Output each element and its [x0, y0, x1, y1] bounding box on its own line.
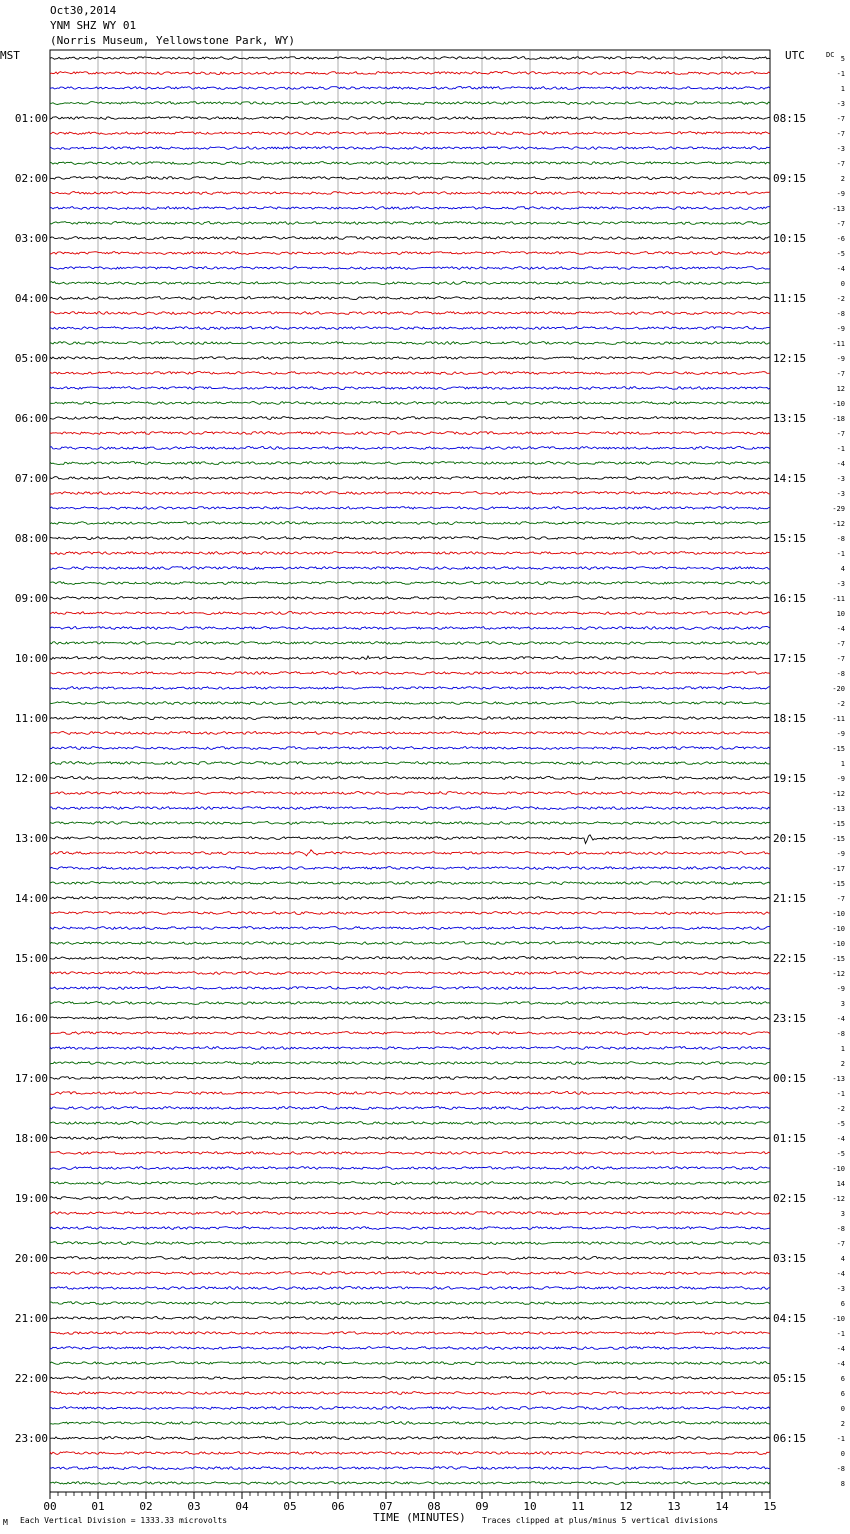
trace-row — [50, 956, 770, 959]
trace-row — [50, 327, 770, 330]
x-tick-label: 01 — [91, 1500, 105, 1513]
dc-offset-value: 6 — [840, 1390, 845, 1398]
trace-row — [50, 267, 770, 270]
utc-hour-label: 10:15 — [773, 232, 807, 245]
trace-row — [50, 835, 770, 844]
mst-zone-label: MST — [0, 49, 20, 62]
mst-hour-label: 03:00 — [14, 232, 48, 245]
dc-offset-value: -7 — [836, 115, 845, 123]
trace-row — [50, 850, 770, 856]
trace-row — [50, 357, 770, 360]
utc-hour-label: 14:15 — [773, 472, 807, 485]
x-tick-label: 05 — [283, 1500, 297, 1513]
trace-row — [50, 822, 770, 825]
trace-row — [50, 177, 770, 180]
utc-hour-label: 00:15 — [773, 1072, 807, 1085]
dc-offset-value: 6 — [840, 1300, 845, 1308]
trace-row — [50, 612, 770, 615]
trace-row — [50, 1332, 770, 1335]
dc-offset-value: -17 — [832, 865, 845, 873]
dc-offset-value: -1 — [836, 1435, 845, 1443]
dc-offset-value: -9 — [836, 985, 845, 993]
dc-offset-value: 4 — [840, 565, 845, 573]
dc-offset-value: -3 — [836, 490, 845, 498]
utc-hour-label: 18:15 — [773, 712, 807, 725]
dc-offset-value: -3 — [836, 145, 845, 153]
dc-offset-value: -4 — [836, 1270, 845, 1278]
trace-row — [50, 552, 770, 555]
dc-offset-value: -3 — [836, 100, 845, 108]
dc-offset-value: -10 — [832, 925, 845, 933]
mst-hour-label: 18:00 — [14, 1132, 48, 1145]
utc-hour-label: 11:15 — [773, 292, 807, 305]
mst-hour-label: 13:00 — [14, 832, 48, 845]
trace-row — [50, 1062, 770, 1065]
trace-row — [50, 1152, 770, 1155]
utc-zone-label: UTC — [785, 49, 805, 62]
dc-offset-value: -12 — [832, 520, 845, 528]
trace-row — [50, 446, 770, 449]
trace-row — [50, 1017, 770, 1020]
dc-offset-value: -15 — [832, 745, 845, 753]
dc-offset-value: -3 — [836, 1285, 845, 1293]
mst-hour-label: 08:00 — [14, 532, 48, 545]
utc-hour-label: 17:15 — [773, 652, 807, 665]
dc-offset-value: -7 — [836, 130, 845, 138]
dc-offset-value: -29 — [832, 505, 845, 513]
x-tick-label: 10 — [523, 1500, 537, 1513]
mst-hour-label: 21:00 — [14, 1312, 48, 1325]
dc-offset-value: -9 — [836, 850, 845, 858]
trace-row — [50, 72, 770, 75]
x-tick-label: 11 — [571, 1500, 585, 1513]
dc-offset-value: -4 — [836, 460, 845, 468]
trace-row — [50, 882, 770, 885]
x-tick-label: 00 — [43, 1500, 57, 1513]
trace-row — [50, 732, 770, 735]
dc-offset-value: -15 — [832, 880, 845, 888]
corner-mark: M — [3, 1518, 8, 1527]
dc-offset-value: 1 — [840, 85, 845, 93]
trace-row — [50, 372, 770, 375]
x-axis-title: TIME (MINUTES) — [373, 1511, 466, 1524]
x-tick-label: 02 — [139, 1500, 153, 1513]
trace-row — [50, 387, 770, 390]
trace-row — [50, 477, 770, 480]
dc-offset-value: -18 — [832, 415, 845, 423]
trace-row — [50, 1197, 770, 1200]
dc-offset-value: 14 — [836, 1180, 845, 1188]
dc-offset-value: -9 — [836, 775, 845, 783]
trace-row — [50, 1317, 770, 1320]
trace-row — [50, 1407, 770, 1410]
trace-row — [50, 462, 770, 465]
trace-row — [50, 1122, 770, 1125]
dc-offset-value: -4 — [836, 265, 845, 273]
dc-offset-value: -12 — [832, 790, 845, 798]
trace-row — [50, 1137, 770, 1140]
trace-row — [50, 672, 770, 675]
dc-offset-value: -20 — [832, 685, 845, 693]
dc-offset-value: -12 — [832, 970, 845, 978]
trace-row — [50, 1106, 770, 1109]
dc-offset-value: -8 — [836, 310, 845, 318]
dc-offset-value: 0 — [840, 1405, 845, 1413]
trace-row — [50, 1091, 770, 1094]
utc-hour-label: 13:15 — [773, 412, 807, 425]
trace-row — [50, 1302, 770, 1305]
trace-row — [50, 747, 770, 750]
trace-row — [50, 642, 770, 645]
trace-row — [50, 1182, 770, 1185]
dc-offset-value: 3 — [840, 1210, 845, 1218]
utc-hour-label: 01:15 — [773, 1132, 807, 1145]
trace-row — [50, 222, 770, 225]
dc-offset-value: -3 — [836, 475, 845, 483]
dc-offset-value: 5 — [840, 55, 845, 63]
mst-hour-label: 16:00 — [14, 1012, 48, 1025]
x-tick-label: 07 — [379, 1500, 393, 1513]
dc-offset-value: -7 — [836, 370, 845, 378]
trace-row — [50, 687, 770, 690]
trace-row — [50, 147, 770, 150]
dc-offset-value: 2 — [840, 1420, 845, 1428]
dc-offset-value: -5 — [836, 1150, 845, 1158]
trace-row — [50, 867, 770, 870]
dc-offset-value: 3 — [840, 1000, 845, 1008]
dc-offset-value: -15 — [832, 835, 845, 843]
dc-offset-value: -7 — [836, 160, 845, 168]
mst-hour-label: 05:00 — [14, 352, 48, 365]
trace-row — [50, 311, 770, 314]
dc-offset-value: -15 — [832, 820, 845, 828]
location-label: (Norris Museum, Yellowstone Park, WY) — [50, 34, 296, 47]
trace-row — [50, 522, 770, 525]
trace-row — [50, 1362, 770, 1365]
trace-row — [50, 987, 770, 990]
dc-offset-value: -10 — [832, 910, 845, 918]
trace-row — [50, 1077, 770, 1080]
dc-offset-value: 10 — [836, 610, 845, 618]
dc-offset-value: -7 — [836, 430, 845, 438]
dc-offset-value: -8 — [836, 1030, 845, 1038]
utc-hour-label: 15:15 — [773, 532, 807, 545]
mst-hour-label: 10:00 — [14, 652, 48, 665]
trace-row — [50, 162, 770, 165]
trace-row — [50, 597, 770, 600]
trace-row — [50, 87, 770, 90]
dc-offset-value: 2 — [840, 1060, 845, 1068]
mst-hour-label: 15:00 — [14, 952, 48, 965]
trace-row — [50, 117, 770, 120]
dc-offset-value: 1 — [840, 1045, 845, 1053]
dc-offset-value: -11 — [832, 595, 845, 603]
trace-row — [50, 192, 770, 195]
dc-offset-value: -4 — [836, 1015, 845, 1023]
dc-offset-value: -7 — [836, 895, 845, 903]
x-tick-label: 04 — [235, 1500, 249, 1513]
mst-hour-label: 01:00 — [14, 112, 48, 125]
trace-row — [50, 1421, 770, 1424]
trace-row — [50, 507, 770, 510]
utc-hour-label: 16:15 — [773, 592, 807, 605]
dc-offset-value: -7 — [836, 655, 845, 663]
trace-row — [50, 237, 770, 240]
dc-offset-value: -1 — [836, 1330, 845, 1338]
x-tick-label: 15 — [763, 1500, 777, 1513]
dc-offset-value: -9 — [836, 355, 845, 363]
trace-row — [50, 537, 770, 540]
mst-hour-label: 06:00 — [14, 412, 48, 425]
dc-offset-value: -8 — [836, 535, 845, 543]
x-tick-label: 13 — [667, 1500, 681, 1513]
dc-offset-value: -13 — [832, 805, 845, 813]
dc-offset-value: -5 — [836, 250, 845, 258]
trace-row — [50, 656, 770, 659]
scale-note: Each Vertical Division = 1333.33 microvolts — [20, 1516, 228, 1525]
dc-offset-value: -15 — [832, 955, 845, 963]
dc-offset-value: -4 — [836, 625, 845, 633]
trace-row — [50, 1047, 770, 1050]
trace-row — [50, 762, 770, 765]
dc-offset-value: -8 — [836, 1465, 845, 1473]
dc-offset-value: -10 — [832, 1315, 845, 1323]
dc-offset-value: 12 — [836, 385, 845, 393]
trace-row — [50, 1377, 770, 1380]
dc-offset-value: -9 — [836, 730, 845, 738]
station-label: YNM SHZ WY 01 — [50, 19, 137, 32]
trace-row — [50, 282, 770, 285]
dc-offset-value: -12 — [832, 1195, 845, 1203]
trace-row — [50, 1257, 770, 1260]
trace-row — [50, 102, 770, 105]
dc-offset-value: -4 — [836, 1135, 845, 1143]
trace-row — [50, 1212, 770, 1215]
dc-offset-value: 2 — [840, 175, 845, 183]
dc-offset-value: -1 — [836, 1090, 845, 1098]
dc-offset-value: -4 — [836, 1345, 845, 1353]
dc-offset-value: -10 — [832, 1165, 845, 1173]
utc-hour-label: 12:15 — [773, 352, 807, 365]
dc-offset-value: 0 — [840, 280, 845, 288]
dc-offset-value: -7 — [836, 1240, 845, 1248]
dc-label: DC — [826, 51, 835, 59]
trace-row — [50, 972, 770, 975]
trace-row — [50, 776, 770, 779]
trace-row — [50, 1482, 770, 1485]
dc-offset-value: 0 — [840, 1450, 845, 1458]
utc-hour-label: 06:15 — [773, 1432, 807, 1445]
trace-row — [50, 402, 770, 405]
trace-row — [50, 1272, 770, 1275]
utc-hour-label: 20:15 — [773, 832, 807, 845]
trace-row — [50, 492, 770, 495]
mst-hour-label: 20:00 — [14, 1252, 48, 1265]
utc-hour-label: 19:15 — [773, 772, 807, 785]
utc-hour-label: 02:15 — [773, 1192, 807, 1205]
mst-hour-label: 14:00 — [14, 892, 48, 905]
dc-offset-value: -1 — [836, 550, 845, 558]
trace-row — [50, 1452, 770, 1455]
trace-row — [50, 626, 770, 629]
dc-offset-value: -4 — [836, 1360, 845, 1368]
x-tick-label: 06 — [331, 1500, 345, 1513]
utc-hour-label: 03:15 — [773, 1252, 807, 1265]
dc-offset-value: -13 — [832, 1075, 845, 1083]
trace-row — [50, 717, 770, 720]
dc-offset-value: 1 — [840, 760, 845, 768]
trace-row — [50, 132, 770, 135]
trace-row — [50, 1242, 770, 1245]
dc-offset-value: -8 — [836, 1225, 845, 1233]
x-tick-label: 12 — [619, 1500, 633, 1513]
trace-row — [50, 1002, 770, 1005]
utc-hour-label: 23:15 — [773, 1012, 807, 1025]
mst-hour-label: 22:00 — [14, 1372, 48, 1385]
mst-hour-label: 11:00 — [14, 712, 48, 725]
dc-offset-value: -7 — [836, 640, 845, 648]
mst-hour-label: 09:00 — [14, 592, 48, 605]
trace-row — [50, 807, 770, 810]
mst-hour-label: 02:00 — [14, 172, 48, 185]
dc-offset-value: -10 — [832, 400, 845, 408]
trace-row — [50, 342, 770, 345]
x-tick-label: 09 — [475, 1500, 489, 1513]
dc-offset-value: -2 — [836, 295, 845, 303]
mst-hour-label: 12:00 — [14, 772, 48, 785]
dc-offset-value: 8 — [840, 1480, 845, 1488]
trace-row — [50, 1392, 770, 1395]
trace-row — [50, 702, 770, 705]
x-tick-label: 08 — [427, 1500, 441, 1513]
trace-row — [50, 297, 770, 300]
dc-offset-value: -13 — [832, 205, 845, 213]
trace-row — [50, 207, 770, 210]
x-tick-label: 03 — [187, 1500, 201, 1513]
dc-offset-value: -1 — [836, 445, 845, 453]
utc-hour-label: 09:15 — [773, 172, 807, 185]
dc-offset-value: -2 — [836, 700, 845, 708]
trace-row — [50, 1167, 770, 1170]
utc-hour-label: 05:15 — [773, 1372, 807, 1385]
trace-row — [50, 897, 770, 900]
utc-hour-label: 22:15 — [773, 952, 807, 965]
trace-row — [50, 567, 770, 570]
trace-row — [50, 912, 770, 915]
utc-hour-label: 08:15 — [773, 112, 807, 125]
trace-row — [50, 1227, 770, 1230]
mst-hour-label: 04:00 — [14, 292, 48, 305]
trace-row — [50, 792, 770, 795]
mst-hour-label: 19:00 — [14, 1192, 48, 1205]
trace-row — [50, 432, 770, 435]
trace-row — [50, 1347, 770, 1350]
dc-offset-value: -7 — [836, 220, 845, 228]
dc-offset-value: -9 — [836, 325, 845, 333]
dc-offset-value: -3 — [836, 580, 845, 588]
dc-offset-value: 6 — [840, 1375, 845, 1383]
trace-row — [50, 1436, 770, 1439]
trace-row — [50, 417, 770, 420]
clip-note: Traces clipped at plus/minus 5 vertical divisions — [482, 1516, 719, 1525]
dc-offset-value: 4 — [840, 1255, 845, 1263]
dc-offset-value: -6 — [836, 235, 845, 243]
mst-hour-label: 07:00 — [14, 472, 48, 485]
dc-offset-value: -9 — [836, 190, 845, 198]
dc-offset-value: -5 — [836, 1120, 845, 1128]
utc-hour-label: 04:15 — [773, 1312, 807, 1325]
trace-row — [50, 942, 770, 945]
dc-offset-value: -1 — [836, 70, 845, 78]
x-tick-label: 14 — [715, 1500, 729, 1513]
dc-offset-value: -8 — [836, 670, 845, 678]
trace-row — [50, 582, 770, 585]
dc-offset-value: -2 — [836, 1105, 845, 1113]
trace-row — [50, 57, 770, 60]
utc-hour-label: 21:15 — [773, 892, 807, 905]
trace-row — [50, 1032, 770, 1035]
mst-hour-label: 17:00 — [14, 1072, 48, 1085]
dc-offset-value: -10 — [832, 940, 845, 948]
trace-row — [50, 1467, 770, 1470]
trace-row — [50, 1286, 770, 1289]
date-label: Oct30,2014 — [50, 4, 117, 17]
mst-hour-label: 23:00 — [14, 1432, 48, 1445]
trace-row — [50, 927, 770, 930]
dc-offset-value: -11 — [832, 715, 845, 723]
dc-offset-value: -11 — [832, 340, 845, 348]
trace-row — [50, 252, 770, 255]
